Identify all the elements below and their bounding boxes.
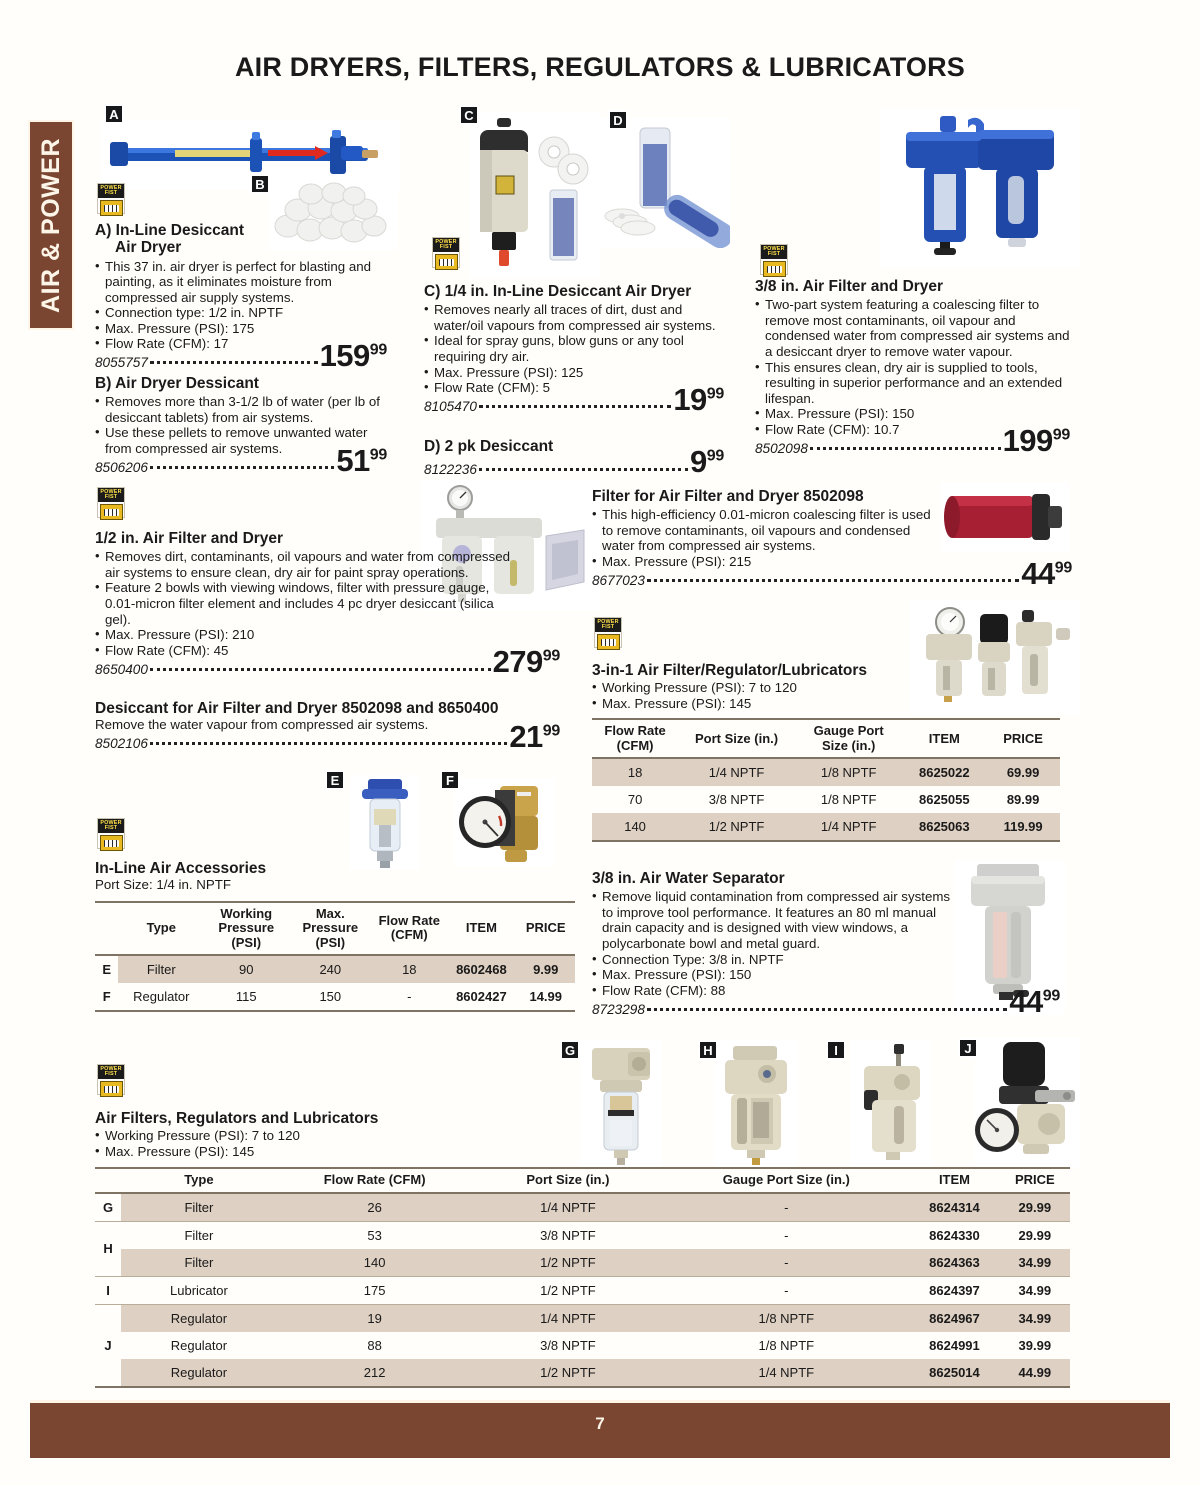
image-chip-f: F <box>440 770 460 790</box>
cell-flow: - <box>407 988 412 1004</box>
th-item: ITEM <box>938 1172 970 1188</box>
power-fist-logo-38: POWER FIST <box>760 244 788 275</box>
product-12-price: $279^{99}$ <box>492 644 560 680</box>
cell-port: 3/8 NPTF <box>708 792 765 808</box>
cell-type: Filter <box>121 1249 277 1277</box>
cell-port: 3/8 NPTF <box>540 1227 596 1243</box>
product-12-bullet-1: • Removes dirt, contaminants, oil vapours and water from compressed air systems to ensure clean, dry air for paint spray operations. <box>95 549 515 580</box>
cell-chip: E <box>102 961 112 977</box>
image-chip-e: E <box>325 770 345 790</box>
product-c-price: $19^{99}$ <box>673 381 724 417</box>
cell-max: 150 <box>319 988 342 1004</box>
product-b-price: $51^{99}$ <box>336 442 387 478</box>
product-a-bullet-3: • Max. Pressure (PSI): 175 <box>95 321 387 337</box>
table-row <box>95 1276 1070 1304</box>
cell-price: 9.99 <box>516 955 575 983</box>
th-type: Type <box>184 1172 214 1188</box>
product-c-bullet-4: • Flow Rate (CFM): 5 <box>424 380 724 396</box>
table-row <box>592 758 1060 786</box>
power-fist-logo-inline-accessories: POWER FIST <box>97 818 125 849</box>
th-price: PRICE <box>525 920 566 936</box>
product-image-38-filter-dryer <box>880 108 1080 268</box>
product-12-bullet-2: • Feature 2 bowls with viewing windows, filter with pressure gauge, 0.01-micron filter element and includes 4 pc dryer desiccant (silica gel). <box>95 580 515 627</box>
section-filters-regulators-lubricators <box>95 1110 1070 1388</box>
cell-gauge: - <box>663 1249 909 1277</box>
section-tab-air-and-power <box>28 120 74 330</box>
cell-item: 8625063 <box>918 819 970 835</box>
cell-gauge: 1/4 NPTF <box>820 819 877 835</box>
table-row <box>95 955 575 983</box>
product-block-desiccant-for <box>95 700 560 754</box>
product-image-f <box>455 778 555 866</box>
cell-gauge: - <box>784 1282 789 1298</box>
cell-item: 8625014 <box>909 1359 999 1387</box>
product-b-bullet-1: • Removes more than 3-1/2 lb of water (per lb of desiccant tablets) from air systems. <box>95 394 387 425</box>
th-price: PRICE <box>1014 1172 1055 1188</box>
th-max-pressure: Max. Pressure (PSI) <box>302 905 359 950</box>
filter-for-title: Filter for Air Filter and Dryer 8502098 <box>592 488 864 505</box>
cell-item: 8624397 <box>929 1282 980 1298</box>
leader-dots <box>150 668 491 671</box>
frl-bullet-2: • Max. Pressure (PSI): 145 <box>95 1144 1070 1160</box>
cell-price: 119.99 <box>1003 819 1043 835</box>
water-separator-bullet-3: • Max. Pressure (PSI): 150 <box>592 967 962 983</box>
product-a-price: $159^{99}$ <box>319 338 387 373</box>
image-chip-c: C <box>459 105 479 125</box>
product-a-bullet-1: • This 37 in. air dryer is perfect for blasting and painting, as it eliminates moisture from compressed air supply systems. <box>95 259 387 306</box>
product-d-price: $9^{99}$ <box>690 444 724 480</box>
table-row <box>592 813 1060 841</box>
leader-dots <box>647 1008 1007 1011</box>
product-38-bullet-4: • Flow Rate (CFM): 10.7 <box>755 422 1070 438</box>
cell-working: 115 <box>235 988 257 1004</box>
page-title: AIR DRYERS, FILTERS, REGULATORS & LUBRICATORS <box>234 52 966 82</box>
cell-price: 89.99 <box>1006 792 1040 808</box>
cell-item: 8624330 <box>929 1227 980 1243</box>
th-flow-rate: Flow Rate (CFM) <box>604 723 666 753</box>
page-number: 7 <box>595 1414 605 1433</box>
product-block-a <box>95 222 387 373</box>
product-38-price: $199^{99}$ <box>1002 423 1070 459</box>
product-block-c <box>424 283 724 417</box>
product-12-title: 1/2 in. Air Filter and Dryer <box>95 530 284 547</box>
desiccant-for-price: $21^{99}$ <box>509 718 560 754</box>
th-flow-rate: Flow Rate (CFM) <box>323 1172 426 1188</box>
image-chip-j: J <box>958 1038 978 1058</box>
cell-type: Regulator <box>133 988 190 1004</box>
cell-type: Regulator <box>170 1337 228 1353</box>
desiccant-for-description: Remove the water vapour from compressed air systems. <box>95 717 429 733</box>
cell-type: Filter <box>118 955 204 983</box>
cell-flow: 26 <box>277 1193 473 1222</box>
cell-price: 29.99 <box>1018 1227 1052 1243</box>
cell-flow: 70 <box>627 792 643 808</box>
leader-dots <box>150 466 334 469</box>
water-separator-bullet-4: • Flow Rate (CFM): 88 <box>592 983 962 999</box>
product-38-bullet-1: • Two-part system featuring a coalescing filter to remove most contaminants, oil vapour and condensed water from compressed air systems and a desiccant dryer to remove water vapour. <box>755 297 1070 359</box>
inline-accessories-title: In-Line Air Accessories <box>95 860 267 877</box>
cell-price: 39.99 <box>1018 1337 1052 1353</box>
cell-item: 8624967 <box>909 1304 999 1332</box>
table-inline-accessories <box>95 901 575 1012</box>
water-separator-price: $44^{99}$ <box>1009 984 1060 1020</box>
table-row <box>95 1221 1070 1249</box>
image-chip-b: B <box>250 174 270 194</box>
cell-item: 8624991 <box>929 1337 980 1353</box>
th-flow-rate: Flow Rate (CFM) <box>378 913 440 943</box>
th-port-size: Port Size (in.) <box>695 730 779 746</box>
table-row <box>95 1359 1070 1387</box>
cell-gauge: 1/8 NPTF <box>758 1337 815 1353</box>
cell-gauge: 1/8 NPTF <box>820 765 877 781</box>
product-a-title-line2: Air Dryer <box>115 239 182 257</box>
table-3in1 <box>592 718 1060 842</box>
cell-flow: 212 <box>277 1359 473 1387</box>
leader-dots <box>150 361 318 364</box>
cell-gauge: 1/4 NPTF <box>663 1359 909 1387</box>
cell-item: 8625022 <box>918 765 970 781</box>
product-c-title: C) 1/4 in. In-Line Desiccant Air Dryer <box>424 283 692 300</box>
product-12-bullet-3: • Max. Pressure (PSI): 210 <box>95 627 515 643</box>
desiccant-for-title: Desiccant for Air Filter and Dryer 8502098 and 8650400 <box>95 700 499 717</box>
product-d-title: D) 2 pk Desiccant <box>424 438 554 455</box>
cell-type: Lubricator <box>170 1282 228 1298</box>
image-chip-i: I <box>826 1040 846 1060</box>
leader-dots <box>810 447 1001 450</box>
product-block-b <box>95 375 387 478</box>
power-fist-logo-3in1: POWER FIST <box>594 617 622 648</box>
th-type: Type <box>146 920 176 936</box>
cell-price: 44.99 <box>1000 1359 1070 1387</box>
product-block-d <box>424 438 724 480</box>
filter-for-sku: 8677023 <box>592 572 645 588</box>
leader-dots <box>647 579 1019 582</box>
cell-type: Filter <box>184 1227 214 1243</box>
cell-flow: 53 <box>367 1227 382 1243</box>
section-tab-label: AIR & POWER <box>36 137 65 313</box>
cell-port: 1/2 NPTF <box>473 1359 664 1387</box>
inline-accessories-subtitle: Port Size: 1/4 in. NPTF <box>95 877 231 893</box>
product-image-c <box>470 112 600 277</box>
cell-chip: G <box>102 1199 114 1215</box>
product-d-sku: 8122236 <box>424 461 477 477</box>
cell-item: 8624314 <box>909 1193 999 1222</box>
filter-for-bullet-2: • Max. Pressure (PSI): 215 <box>592 554 937 570</box>
cell-flow: 18 <box>372 955 446 983</box>
power-fist-logo-c: POWER FIST <box>432 237 460 268</box>
image-chip-g: G <box>560 1040 580 1060</box>
power-fist-logo-filters-regulators: POWER FIST <box>97 1064 125 1095</box>
product-38-title: 3/8 in. Air Filter and Dryer <box>755 278 944 295</box>
cell-gauge: - <box>784 1227 789 1243</box>
table-row <box>95 1304 1070 1332</box>
cell-price: 14.99 <box>529 988 563 1004</box>
leader-dots <box>150 742 507 745</box>
product-block-12-filter-dryer <box>95 530 560 680</box>
product-b-bullet-2: • Use these pellets to remove unwanted water from compressed air systems. <box>95 425 387 456</box>
cell-port: 3/8 NPTF <box>540 1337 596 1353</box>
desiccant-for-sku: 8502106 <box>95 736 148 752</box>
product-12-sku: 8650400 <box>95 661 148 677</box>
cell-port: 1/4 NPTF <box>708 765 765 781</box>
product-a-bullet-4: • Flow Rate (CFM): 17 <box>95 336 387 352</box>
image-chip-d: D <box>608 110 628 130</box>
table-row <box>95 1249 1070 1277</box>
cell-flow: 140 <box>624 819 646 835</box>
cell-port: 1/2 NPTF <box>708 819 765 835</box>
table-row <box>95 1193 1070 1222</box>
filter-for-price: $44^{99}$ <box>1021 555 1072 591</box>
cell-gauge: - <box>663 1193 909 1222</box>
cell-item: 8624363 <box>909 1249 999 1277</box>
cell-gauge: 1/8 NPTF <box>820 792 877 808</box>
cell-port: 1/4 NPTF <box>473 1193 664 1222</box>
water-separator-title: 3/8 in. Air Water Separator <box>592 870 785 887</box>
cell-flow: 18 <box>627 765 643 781</box>
product-image-coalescing-filter <box>940 482 1070 552</box>
cell-flow: 175 <box>363 1282 386 1298</box>
cell-flow: 88 <box>367 1337 382 1353</box>
product-a-bullet-2: • Connection type: 1/2 in. NPTF <box>95 305 387 321</box>
product-3in1-title: 3-in-1 Air Filter/Regulator/Lubricators <box>592 662 868 679</box>
page-footer <box>30 1400 1170 1458</box>
product-c-sku: 8105470 <box>424 399 477 415</box>
product-c-bullet-1: • Removes nearly all traces of dirt, dust and water/oil vapours from compressed air systems. <box>424 302 724 333</box>
frl-title: Air Filters, Regulators and Lubricators <box>95 1110 379 1127</box>
product-3in1-bullet-2: • Max. Pressure (PSI): 145 <box>592 696 1060 712</box>
leader-dots <box>479 405 671 408</box>
cell-flow: 140 <box>277 1249 473 1277</box>
product-38-bullet-2: • This ensures clean, dry air is supplied to tools, resulting in superior performance and an extended lifespan. <box>755 360 1070 407</box>
cell-type: Filter <box>121 1193 277 1222</box>
th-chip <box>95 1168 121 1192</box>
cell-chip: I <box>106 1282 110 1298</box>
section-inline-air-accessories <box>95 860 575 1012</box>
product-b-title: B) Air Dryer Dessicant <box>95 375 259 392</box>
product-c-bullet-2: • Ideal for spray guns, blow guns or any tool requiring dry air. <box>424 333 724 364</box>
th-gauge-port-size: Gauge Port Size (in.) <box>722 1172 850 1188</box>
table-row <box>95 1332 1070 1359</box>
product-image-d <box>600 118 730 248</box>
cell-price: 34.99 <box>1000 1249 1070 1277</box>
water-separator-bullet-2: • Connection Type: 3/8 in. NPTF <box>592 952 962 968</box>
product-12-bullet-4: • Flow Rate (CFM): 45 <box>95 643 515 659</box>
cell-max: 240 <box>288 955 372 983</box>
table-row <box>592 786 1060 813</box>
product-a-sku: 8055757 <box>95 355 148 371</box>
image-chip-h: H <box>698 1040 718 1060</box>
th-price: PRICE <box>1003 730 1043 746</box>
th-working-pressure: Working Pressure (PSI) <box>218 905 275 950</box>
cell-item: 8625055 <box>918 792 970 808</box>
th-chip <box>95 902 118 955</box>
frl-bullet-1: • Working Pressure (PSI): 7 to 120 <box>95 1128 1070 1144</box>
product-c-bullet-3: • Max. Pressure (PSI): 125 <box>424 365 724 381</box>
cell-chip: J <box>104 1337 112 1353</box>
product-38-bullet-3: • Max. Pressure (PSI): 150 <box>755 406 1070 422</box>
cell-price: 34.99 <box>1018 1282 1052 1298</box>
product-a-title-line1: A) In-Line Desiccant <box>95 222 244 239</box>
product-block-3in1 <box>592 662 1060 842</box>
cell-type: Regulator <box>121 1304 277 1332</box>
cell-port: 1/2 NPTF <box>540 1282 596 1298</box>
cell-item: 8602427 <box>456 988 507 1004</box>
cell-chip: H <box>103 1241 113 1257</box>
product-3in1-bullet-1: • Working Pressure (PSI): 7 to 120 <box>592 680 1060 696</box>
cell-item: 8602468 <box>446 955 516 983</box>
table-filters-regulators-lubricators <box>95 1167 1070 1387</box>
table-row <box>95 983 575 1011</box>
cell-gauge: 1/8 NPTF <box>663 1304 909 1332</box>
power-fist-logo-12: POWER FIST <box>97 487 125 518</box>
product-block-filter-for <box>592 488 1072 591</box>
cell-flow: 19 <box>277 1304 473 1332</box>
product-image-e <box>350 775 420 870</box>
image-chip-a: A <box>104 104 124 124</box>
cell-type: Regulator <box>121 1359 277 1387</box>
product-38-sku: 8502098 <box>755 440 808 456</box>
cell-port: 1/4 NPTF <box>473 1304 664 1332</box>
product-block-38-filter-dryer <box>755 278 1070 459</box>
filter-for-bullet-1: • This high-efficiency 0.01-micron coalescing filter is used to remove contaminants, oil vapours and condensed water from compressed air systems. <box>592 507 937 554</box>
water-separator-bullet-1: • Remove liquid contamination from compressed air systems to improve tool performance. It features an 80 ml manual drain capacity and is designed with view windows, a polycarbonate bowl and metal guard. <box>592 889 962 951</box>
cell-chip: F <box>102 988 111 1004</box>
leader-dots <box>479 468 688 471</box>
cell-price: 29.99 <box>1000 1193 1070 1222</box>
water-separator-sku: 8723298 <box>592 1001 645 1017</box>
th-gauge-port-size: Gauge Port Size (in.) <box>813 723 884 753</box>
cell-working: 90 <box>204 955 288 983</box>
cell-price: 69.99 <box>1006 765 1040 781</box>
th-item: ITEM <box>465 920 497 936</box>
th-item: ITEM <box>928 730 960 746</box>
product-b-sku: 8506206 <box>95 459 148 475</box>
power-fist-logo-a: POWER FIST <box>97 183 125 214</box>
th-port-size: Port Size (in.) <box>526 1172 610 1188</box>
cell-port: 1/2 NPTF <box>473 1249 664 1277</box>
product-block-water-separator <box>592 870 1060 1020</box>
cell-price: 34.99 <box>1000 1304 1070 1332</box>
